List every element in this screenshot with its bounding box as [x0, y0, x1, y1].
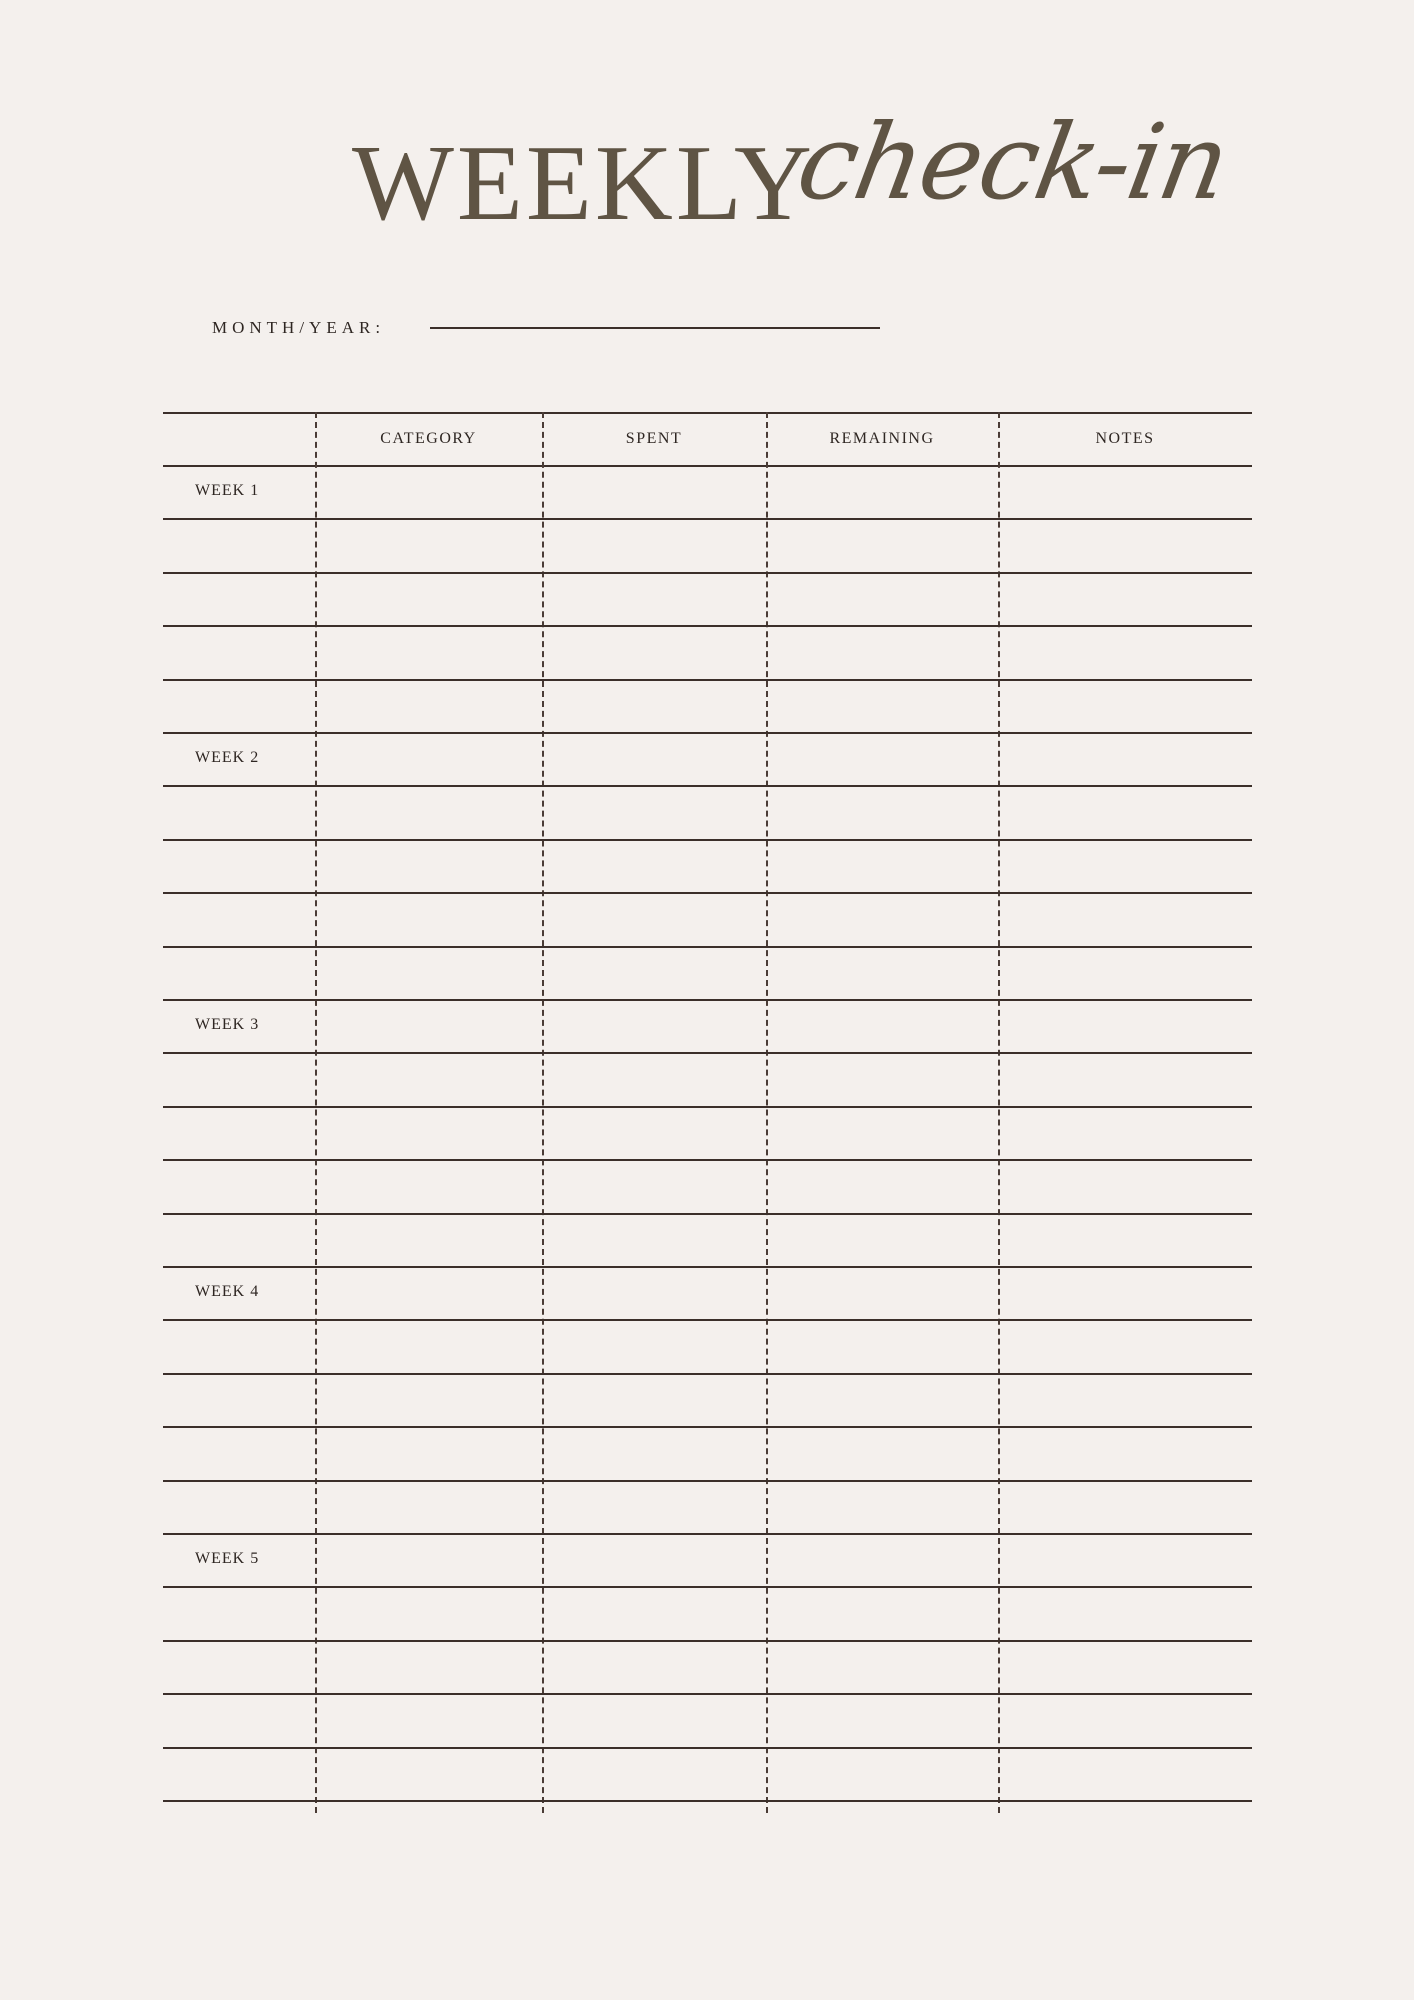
table-row-line — [163, 1640, 1252, 1642]
table-row-line — [163, 732, 1252, 734]
table-row-line — [163, 1373, 1252, 1375]
header-category: CATEGORY — [380, 430, 477, 447]
table-row-line — [163, 1800, 1252, 1802]
header-spent: SPENT — [625, 430, 683, 447]
table-row-line — [163, 1586, 1252, 1588]
table-row-line — [163, 1693, 1252, 1695]
column-divider — [766, 412, 768, 1813]
page-title — [0, 101, 1414, 260]
table-row-line — [163, 1747, 1252, 1749]
table-row-line — [163, 1159, 1252, 1161]
month-year-input-line[interactable] — [430, 327, 880, 329]
table-row-line — [163, 1426, 1252, 1428]
title-main-text: WEEKLY — [352, 124, 816, 243]
table-row-line — [163, 1052, 1252, 1054]
table-row-line — [163, 518, 1252, 520]
title-script-text: check-in — [789, 101, 1237, 223]
table-row-line — [163, 946, 1252, 948]
week-2-label: WEEK 2 — [195, 749, 260, 766]
week-1-label: WEEK 1 — [195, 482, 260, 499]
table-top-border — [163, 412, 1252, 414]
table-row-line — [163, 1213, 1252, 1215]
month-year-label: MONTH/YEAR: — [212, 318, 386, 337]
weekly-budget-table — [163, 412, 1252, 1813]
week-3-label: WEEK 3 — [195, 1016, 260, 1033]
week-5-label: WEEK 5 — [195, 1550, 260, 1567]
table-row-line — [163, 892, 1252, 894]
week-4-label: WEEK 4 — [195, 1283, 260, 1300]
header-remaining: REMAINING — [829, 430, 935, 447]
table-row-line — [163, 1106, 1252, 1108]
table-row-line — [163, 625, 1252, 627]
table-row-line — [163, 1480, 1252, 1482]
table-row-line — [163, 1266, 1252, 1268]
header-bottom-border — [163, 465, 1252, 467]
header-notes: NOTES — [1095, 430, 1155, 447]
table-row-line — [163, 1533, 1252, 1535]
column-divider — [998, 412, 1000, 1813]
table-row-line — [163, 572, 1252, 574]
table-row-line — [163, 839, 1252, 841]
table-row-line — [163, 999, 1252, 1001]
table-row-line — [163, 1319, 1252, 1321]
column-divider — [315, 412, 317, 1813]
column-divider — [542, 412, 544, 1813]
table-row-line — [163, 679, 1252, 681]
table-row-line — [163, 785, 1252, 787]
